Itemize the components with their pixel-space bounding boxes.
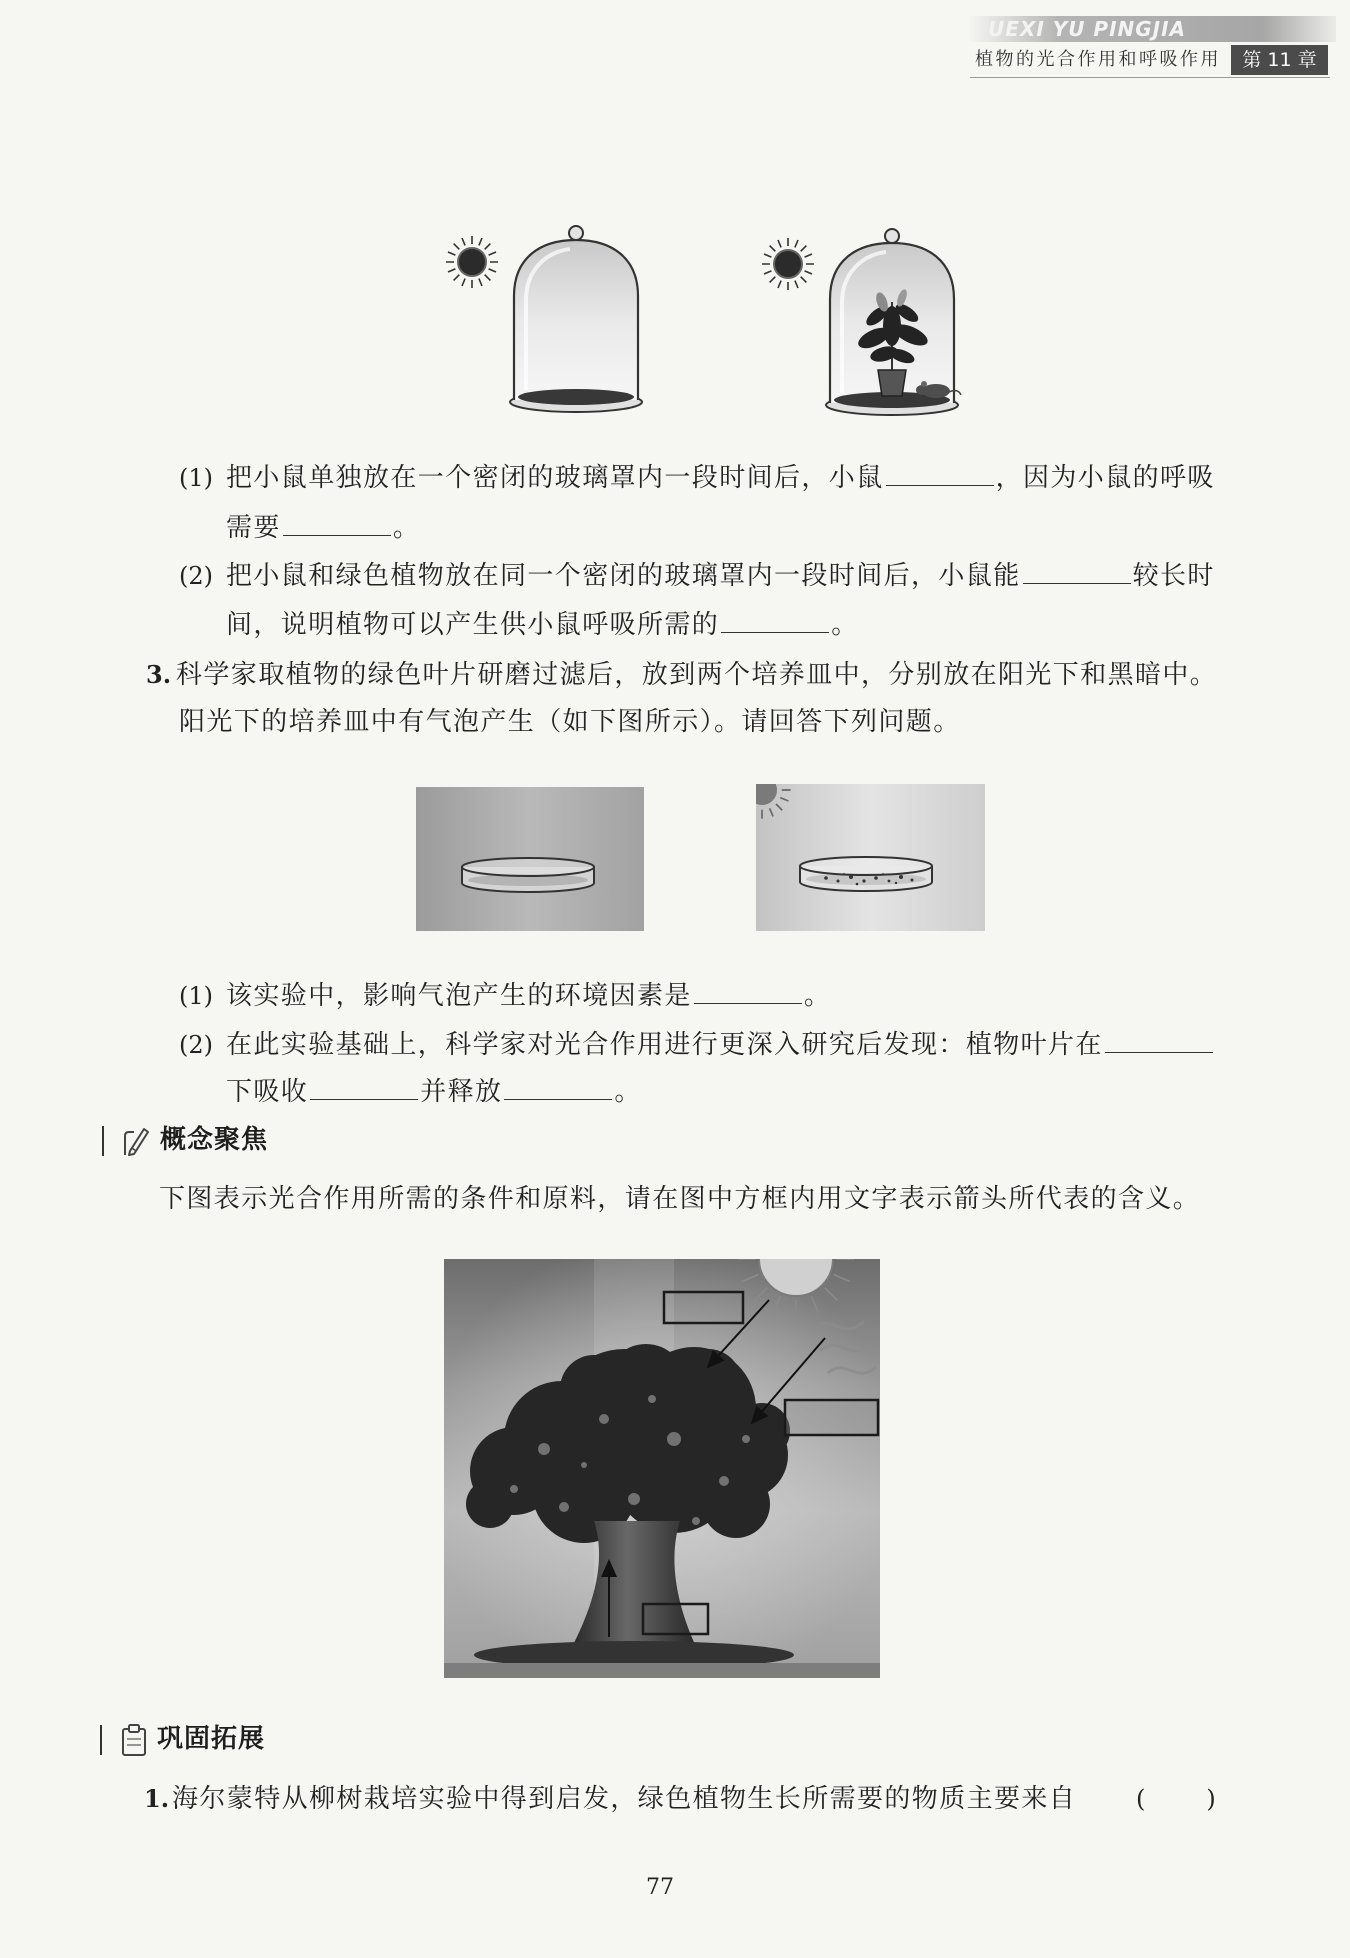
bell-jar-empty [510, 226, 642, 412]
q3-sub2-text-d: 。 [614, 1077, 642, 1107]
q2-sub1-text-b: ，因为小鼠的呼吸 [995, 463, 1215, 493]
bell-jar-figure [430, 218, 990, 418]
q3-number: 3. [146, 660, 172, 689]
q2-sub1-label: (1) [179, 464, 213, 492]
sun-icon [756, 784, 791, 819]
concept-focus-instruction: 下图表示光合作用所需的条件和原料，请在图中方框内用文字表示箭头所代表的含义。 [159, 1184, 1201, 1214]
q3-line1: 科学家取植物的绿色叶片研磨过滤后，放到两个培养皿中，分别放在阳光下和黑暗中。 [176, 660, 1218, 690]
q3-sub1-label: (1) [179, 982, 213, 1010]
q2-sub1-line2 [226, 513, 420, 543]
petri-dish-dark-figure [416, 787, 644, 931]
sun-icon-right [762, 238, 814, 290]
pencil-icon [120, 1124, 150, 1158]
answer-blank [886, 463, 994, 486]
q2-sub1-text-a: 把小鼠单独放在一个密闭的玻璃罩内一段时间后，小鼠 [226, 463, 884, 493]
page-number: 77 [646, 1875, 674, 1900]
header-divider [970, 77, 1330, 78]
consolidate-q1-number: 1. [144, 1784, 170, 1813]
chapter-title: 植物的光合作用和呼吸作用 [975, 49, 1221, 70]
q2-sub2-text-d: 。 [831, 610, 859, 640]
answer-box-right [785, 1400, 878, 1435]
answer-blank [504, 1077, 612, 1100]
q2-sub2-line1 [226, 561, 1215, 591]
q3-sub1-line [226, 981, 831, 1011]
section-bar [100, 1725, 102, 1755]
q3-sub1-text-b: 。 [803, 981, 832, 1011]
petri-dish-sunlight-figure [756, 784, 985, 931]
answer-blank [310, 1077, 418, 1100]
header-watermark: UEXI YU PINGJIA [988, 17, 1187, 41]
section-bar [102, 1126, 104, 1156]
q2-sub2-text-a: 把小鼠和绿色植物放在同一个密闭的玻璃罩内一段时间后，小鼠能 [226, 561, 1021, 591]
q2-sub2-label: (2) [179, 562, 213, 590]
petri-dish-icon [462, 858, 594, 892]
petri-dish-bubbles-icon [800, 857, 932, 891]
sun-icon-left [446, 236, 498, 288]
q3-sub1-text-a: 该实验中，影响气泡产生的环境因素是 [226, 981, 692, 1011]
q3-sub2-text-b: 下吸收 [226, 1077, 309, 1107]
answer-blank [283, 513, 391, 536]
q2-sub1-text-c: 需要 [226, 513, 281, 543]
q3-sub2-line1 [226, 1030, 1215, 1060]
chapter-badge: 第 11 章 [1231, 45, 1328, 75]
consolidate-q1-text: 海尔蒙特从柳树栽培实验中得到启发，绿色植物生长所需要的物质主要来自 [172, 1784, 1077, 1814]
q2-sub2-line2 [226, 610, 859, 640]
q3-sub2-text-a: 在此实验基础上，科学家对光合作用进行更深入研究后发现：植物叶片在 [226, 1030, 1103, 1060]
answer-blank [694, 981, 802, 1004]
answer-blank [1105, 1030, 1213, 1053]
q2-sub1-line1 [226, 463, 1215, 493]
q3-sub2-label: (2) [179, 1031, 213, 1059]
q3-sub2-line2 [226, 1077, 642, 1107]
section-title-concept-focus: 概念聚焦 [160, 1125, 269, 1155]
clipboard-icon [120, 1723, 148, 1757]
q2-sub1-text-d: 。 [392, 513, 421, 543]
section-title-consolidate: 巩固拓展 [157, 1724, 266, 1754]
q3-sub2-text-c: 并释放 [420, 1077, 503, 1107]
answer-parens: ( ) [1136, 1785, 1216, 1813]
answer-blank [721, 610, 829, 633]
photosynthesis-tree-figure [444, 1259, 880, 1678]
q2-sub2-text-c: 间，说明植物可以产生供小鼠呼吸所需的 [226, 610, 720, 640]
answer-blank [1023, 561, 1131, 584]
q3-line2: 阳光下的培养皿中有气泡产生（如下图所示）。请回答下列问题。 [179, 707, 961, 737]
q2-sub2-text-b: 较长时 [1132, 561, 1215, 591]
header-watermark-band [968, 16, 1336, 42]
